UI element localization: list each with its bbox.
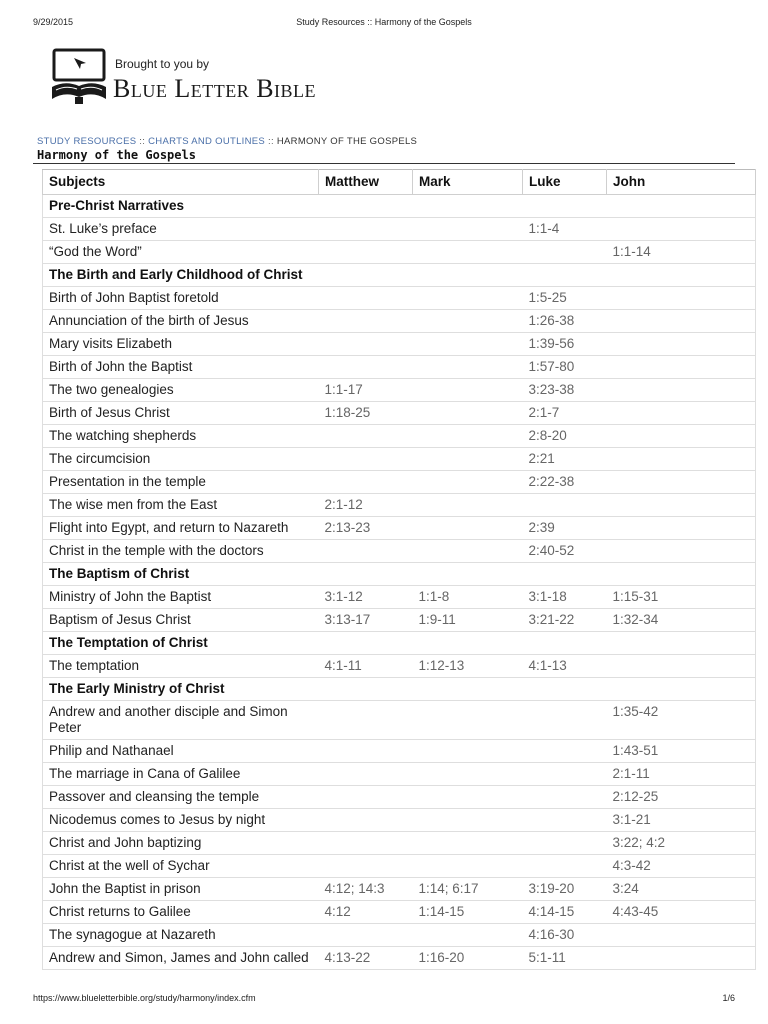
table-row [43, 878, 756, 901]
reference-link [319, 425, 413, 448]
reference-link[interactable]: 1:16-20 [413, 947, 523, 970]
reference-link [607, 924, 756, 947]
reference-link [523, 786, 607, 809]
section-heading: The Temptation of Christ [43, 632, 756, 655]
header-luke: Luke [523, 170, 607, 195]
breadcrumb-separator: :: [139, 136, 146, 147]
reference-link[interactable]: 2:21 [523, 448, 607, 471]
reference-link [413, 832, 523, 855]
header-john: John [607, 170, 756, 195]
reference-link [607, 333, 756, 356]
table-header-row [43, 170, 756, 195]
reference-link[interactable]: 2:1-11 [607, 763, 756, 786]
reference-link[interactable]: 1:43-51 [607, 740, 756, 763]
reference-link[interactable]: 1:32-34 [607, 609, 756, 632]
subject-cell: The temptation [43, 655, 319, 678]
breadcrumb-charts-and-outlines[interactable]: CHARTS AND OUTLINES [148, 136, 266, 147]
breadcrumb-separator: :: [268, 136, 274, 147]
reference-link [319, 333, 413, 356]
reference-link [413, 287, 523, 310]
reference-link[interactable]: 1:15-31 [607, 586, 756, 609]
reference-link[interactable]: 2:22-38 [523, 471, 607, 494]
print-date: 9/29/2015 [33, 17, 74, 27]
subject-cell: Passover and cleansing the temple [43, 786, 319, 809]
reference-link [319, 924, 413, 947]
reference-link[interactable]: 4:16-30 [523, 924, 607, 947]
reference-link [413, 809, 523, 832]
print-title: Study Resources :: Harmony of the Gospels [296, 17, 472, 27]
reference-link[interactable]: 4:14-15 [523, 901, 607, 924]
table-row [43, 356, 756, 379]
reference-link [607, 448, 756, 471]
reference-link [523, 701, 607, 740]
reference-link [607, 655, 756, 678]
subject-cell: The wise men from the East [43, 494, 319, 517]
reference-link [607, 379, 756, 402]
table-row [43, 310, 756, 333]
table-row [43, 241, 756, 264]
reference-link[interactable]: 4:1-11 [319, 655, 413, 678]
table-row [43, 701, 756, 740]
subject-cell: The circumcision [43, 448, 319, 471]
section-row [43, 678, 756, 701]
header-matthew: Matthew [319, 170, 413, 195]
subject-cell: St. Luke’s preface [43, 218, 319, 241]
reference-link[interactable]: 3:19-20 [523, 878, 607, 901]
page-title: Harmony of the Gospels [37, 148, 196, 162]
table-row [43, 517, 756, 540]
reference-link [319, 740, 413, 763]
reference-link [413, 218, 523, 241]
subject-cell: Nicodemus comes to Jesus by night [43, 809, 319, 832]
reference-link [413, 494, 523, 517]
reference-link [319, 701, 413, 740]
bible-monitor-icon [50, 47, 108, 107]
reference-link[interactable]: 1:9-11 [413, 609, 523, 632]
print-page-number: 1/6 [722, 993, 735, 1003]
logo-tagline: Brought to you by [115, 57, 210, 71]
reference-link [607, 356, 756, 379]
reference-link [319, 448, 413, 471]
reference-link[interactable]: 1:1-17 [319, 379, 413, 402]
reference-link [319, 763, 413, 786]
reference-link [607, 494, 756, 517]
table-row [43, 287, 756, 310]
table-row [43, 655, 756, 678]
print-footer [33, 993, 735, 1007]
reference-link [413, 763, 523, 786]
breadcrumb [37, 136, 417, 147]
table-row [43, 333, 756, 356]
reference-link [413, 855, 523, 878]
table-row [43, 494, 756, 517]
reference-link[interactable]: 4:1-13 [523, 655, 607, 678]
reference-link[interactable]: 1:14; 6:17 [413, 878, 523, 901]
reference-link[interactable]: 1:18-25 [319, 402, 413, 425]
subject-cell: Andrew and another disciple and Simon Peter [43, 701, 319, 740]
subject-cell: Presentation in the temple [43, 471, 319, 494]
header-subjects: Subjects [43, 170, 319, 195]
reference-link [319, 809, 413, 832]
reference-link[interactable]: 1:14-15 [413, 901, 523, 924]
subject-cell: Christ in the temple with the doctors [43, 540, 319, 563]
reference-link [607, 540, 756, 563]
subject-cell: John the Baptist in prison [43, 878, 319, 901]
table-row [43, 763, 756, 786]
logo-brand: Blue Letter Bible [113, 74, 317, 103]
reference-link[interactable]: 1:26-38 [523, 310, 607, 333]
table-row [43, 448, 756, 471]
reference-link [413, 924, 523, 947]
reference-link [523, 809, 607, 832]
table-row [43, 809, 756, 832]
subject-cell: Philip and Nathanael [43, 740, 319, 763]
title-divider [33, 163, 735, 164]
reference-link[interactable]: 3:22; 4:2 [607, 832, 756, 855]
reference-link[interactable]: 2:40-52 [523, 540, 607, 563]
reference-link [413, 786, 523, 809]
reference-link [319, 241, 413, 264]
reference-link[interactable]: 1:5-25 [523, 287, 607, 310]
section-row [43, 632, 756, 655]
reference-link[interactable]: 4:43-45 [607, 901, 756, 924]
table-row [43, 947, 756, 970]
section-heading: The Early Ministry of Christ [43, 678, 756, 701]
section-row [43, 264, 756, 287]
reference-link [319, 786, 413, 809]
reference-link [413, 379, 523, 402]
reference-link [319, 855, 413, 878]
reference-link[interactable]: 4:3-42 [607, 855, 756, 878]
section-row [43, 195, 756, 218]
table-row [43, 471, 756, 494]
reference-link[interactable]: 3:13-17 [319, 609, 413, 632]
reference-link[interactable]: 3:1-12 [319, 586, 413, 609]
table-row [43, 586, 756, 609]
reference-link[interactable]: 2:39 [523, 517, 607, 540]
reference-link [523, 832, 607, 855]
reference-link [413, 356, 523, 379]
table-row [43, 540, 756, 563]
reference-link [523, 763, 607, 786]
reference-link [413, 471, 523, 494]
reference-link [319, 471, 413, 494]
reference-link [607, 471, 756, 494]
header-mark: Mark [413, 170, 523, 195]
breadcrumb-current: HARMONY OF THE GOSPELS [276, 136, 418, 147]
subject-cell: Andrew and Simon, James and John called [43, 947, 319, 970]
reference-link[interactable]: 2:8-20 [523, 425, 607, 448]
section-heading: Pre-Christ Narratives [43, 195, 756, 218]
section-heading: The Birth and Early Childhood of Christ [43, 264, 756, 287]
table-row [43, 924, 756, 947]
table-row [43, 786, 756, 809]
subject-cell: Mary visits Elizabeth [43, 333, 319, 356]
table-row [43, 832, 756, 855]
subject-cell: Baptism of Jesus Christ [43, 609, 319, 632]
reference-link [319, 218, 413, 241]
reference-link [413, 540, 523, 563]
subject-cell: Birth of Jesus Christ [43, 402, 319, 425]
subject-cell: The watching shepherds [43, 425, 319, 448]
reference-link [607, 425, 756, 448]
print-url: https://www.blueletterbible.org/study/harmony/index.cfm [33, 993, 256, 1003]
subject-cell: Christ and John baptizing [43, 832, 319, 855]
reference-link [413, 517, 523, 540]
subject-cell: The two genealogies [43, 379, 319, 402]
harmony-table [42, 169, 756, 970]
subject-cell: “God the Word” [43, 241, 319, 264]
subject-cell: Birth of John the Baptist [43, 356, 319, 379]
reference-link [413, 402, 523, 425]
reference-link [319, 832, 413, 855]
reference-link[interactable]: 5:1-11 [523, 947, 607, 970]
breadcrumb-study-resources[interactable]: STUDY RESOURCES [37, 136, 137, 147]
reference-link[interactable]: 1:39-56 [523, 333, 607, 356]
reference-link [607, 287, 756, 310]
reference-link [413, 333, 523, 356]
reference-link [413, 425, 523, 448]
reference-link [319, 540, 413, 563]
reference-link [523, 494, 607, 517]
subject-cell: Birth of John Baptist foretold [43, 287, 319, 310]
reference-link [523, 740, 607, 763]
table-row [43, 402, 756, 425]
reference-link [607, 402, 756, 425]
reference-link [413, 310, 523, 333]
reference-link[interactable]: 4:12 [319, 901, 413, 924]
print-header [33, 17, 735, 31]
reference-link [523, 855, 607, 878]
table-row [43, 740, 756, 763]
reference-link [319, 287, 413, 310]
subject-cell: Annunciation of the birth of Jesus [43, 310, 319, 333]
subject-cell: The marriage in Cana of Galilee [43, 763, 319, 786]
table-row [43, 855, 756, 878]
table-row [43, 218, 756, 241]
reference-link [607, 218, 756, 241]
reference-link [319, 310, 413, 333]
reference-link[interactable]: 3:24 [607, 878, 756, 901]
reference-link [523, 241, 607, 264]
reference-link[interactable]: 1:57-80 [523, 356, 607, 379]
reference-link [413, 241, 523, 264]
blue-letter-bible-logo[interactable] [50, 47, 370, 109]
subject-cell: The synagogue at Nazareth [43, 924, 319, 947]
reference-link[interactable]: 1:12-13 [413, 655, 523, 678]
reference-link [607, 310, 756, 333]
reference-link [413, 448, 523, 471]
subject-cell: Christ at the well of Sychar [43, 855, 319, 878]
reference-link[interactable]: 2:12-25 [607, 786, 756, 809]
table-row [43, 425, 756, 448]
reference-link[interactable]: 2:1-12 [319, 494, 413, 517]
reference-link [413, 740, 523, 763]
reference-link[interactable]: 1:35-42 [607, 701, 756, 740]
table-row [43, 379, 756, 402]
reference-link[interactable]: 1:1-8 [413, 586, 523, 609]
reference-link [319, 356, 413, 379]
section-heading: The Baptism of Christ [43, 563, 756, 586]
reference-link[interactable]: 4:12; 14:3 [319, 878, 413, 901]
subject-cell: Ministry of John the Baptist [43, 586, 319, 609]
reference-link[interactable]: 3:1-21 [607, 809, 756, 832]
reference-link[interactable]: 3:1-18 [523, 586, 607, 609]
table-row [43, 609, 756, 632]
reference-link [607, 947, 756, 970]
reference-link[interactable]: 1:1-14 [607, 241, 756, 264]
reference-link[interactable]: 2:1-7 [523, 402, 607, 425]
reference-link [413, 701, 523, 740]
reference-link[interactable]: 2:13-23 [319, 517, 413, 540]
subject-cell: Christ returns to Galilee [43, 901, 319, 924]
section-row [43, 563, 756, 586]
subject-cell: Flight into Egypt, and return to Nazareth [43, 517, 319, 540]
table-row [43, 901, 756, 924]
reference-link[interactable]: 1:1-4 [523, 218, 607, 241]
reference-link [607, 517, 756, 540]
reference-link[interactable]: 3:21-22 [523, 609, 607, 632]
reference-link[interactable]: 3:23-38 [523, 379, 607, 402]
reference-link[interactable]: 4:13-22 [319, 947, 413, 970]
